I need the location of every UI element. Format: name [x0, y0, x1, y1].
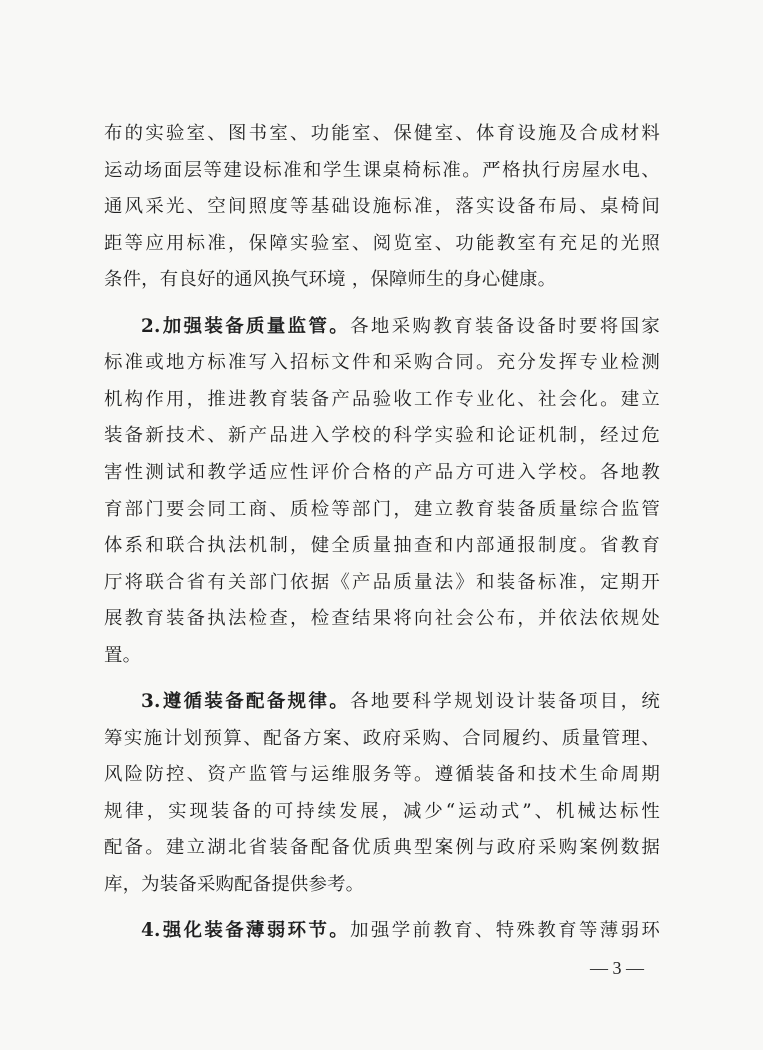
- paragraph-line: 展教育装备执法检查，检查结果将向社会公布，并依法依规处: [104, 608, 660, 630]
- paragraph-line: 害性测试和教学适应性评价合格的产品方可进入学校。各地教: [104, 461, 660, 483]
- paragraph-line: 筹实施计划预算、配备方案、政府采购、合同履约、质量管理、: [104, 727, 660, 749]
- paragraph-line: 运动场面层等建设标准和学生课桌椅标准。严格执行房屋水电、: [104, 159, 660, 181]
- paragraph-line: 装备新技术、新产品进入学校的科学实验和论证机制，经过危: [104, 425, 660, 447]
- paragraph-line: 育部门要会同工商、质检等部门，建立教育装备质量综合监管: [104, 498, 660, 520]
- paragraph-line: 配备。建立湖北省装备配备优质典型案例与政府采购案例数据: [104, 837, 660, 859]
- section-3-first-line-text: 各地要科学规划设计装备项目，统: [350, 691, 660, 713]
- paragraph-line: 通风采光、空间照度等基础设施标准，落实设备布局、桌椅间: [104, 196, 660, 218]
- section-3-first-line: [104, 684, 660, 721]
- section-4-first-line: [104, 913, 660, 950]
- page-number: — 3 —: [590, 958, 644, 978]
- paragraph-line: 规律，实现装备的可持续发展，减少“运动式”、机械达标性: [104, 800, 660, 822]
- document-body: [104, 116, 660, 950]
- paragraph-line: 机构作用，推进教育装备产品验收工作专业化、社会化。建立: [104, 388, 660, 410]
- section-4-heading: 4.强化装备薄弱环节。: [141, 920, 351, 942]
- section-2-first-line-text: 各地采购教育装备设备时要将国家: [350, 315, 660, 337]
- paragraph-line: 体系和联合执法机制，健全质量抽查和内部通报制度。省教育: [104, 535, 660, 557]
- paragraph-line: 厅将联合省有关部门依据《产品质量法》和装备标准，定期开: [104, 571, 660, 593]
- section-3-heading: 3.遵循装备配备规律。: [141, 691, 351, 713]
- section-4-first-line-text: 加强学前教育、特殊教育等薄弱环: [350, 920, 660, 942]
- section-2-first-line: [104, 309, 660, 346]
- paragraph-line: 风险防控、资产监管与运维服务等。遵循装备和技术生命周期: [104, 764, 660, 786]
- paragraph-line: 条件，有良好的通风换气环境 ，保障师生的身心健康。: [104, 269, 557, 291]
- paragraph-line: 距等应用标准，保障实验室、阅览室、功能教室有充足的光照: [104, 232, 660, 254]
- paragraph-line: 标准或地方标准写入招标文件和采购合同。充分发挥专业检测: [104, 352, 660, 374]
- paragraph-line: 库，为装备采购配备提供参考。: [104, 874, 365, 896]
- paragraph-line: 置。: [104, 644, 142, 666]
- section-2-heading: 2.加强装备质量监管。: [141, 315, 351, 337]
- paragraph-line: 布的实验室、图书室、功能室、保健室、体育设施及合成材料: [104, 123, 660, 144]
